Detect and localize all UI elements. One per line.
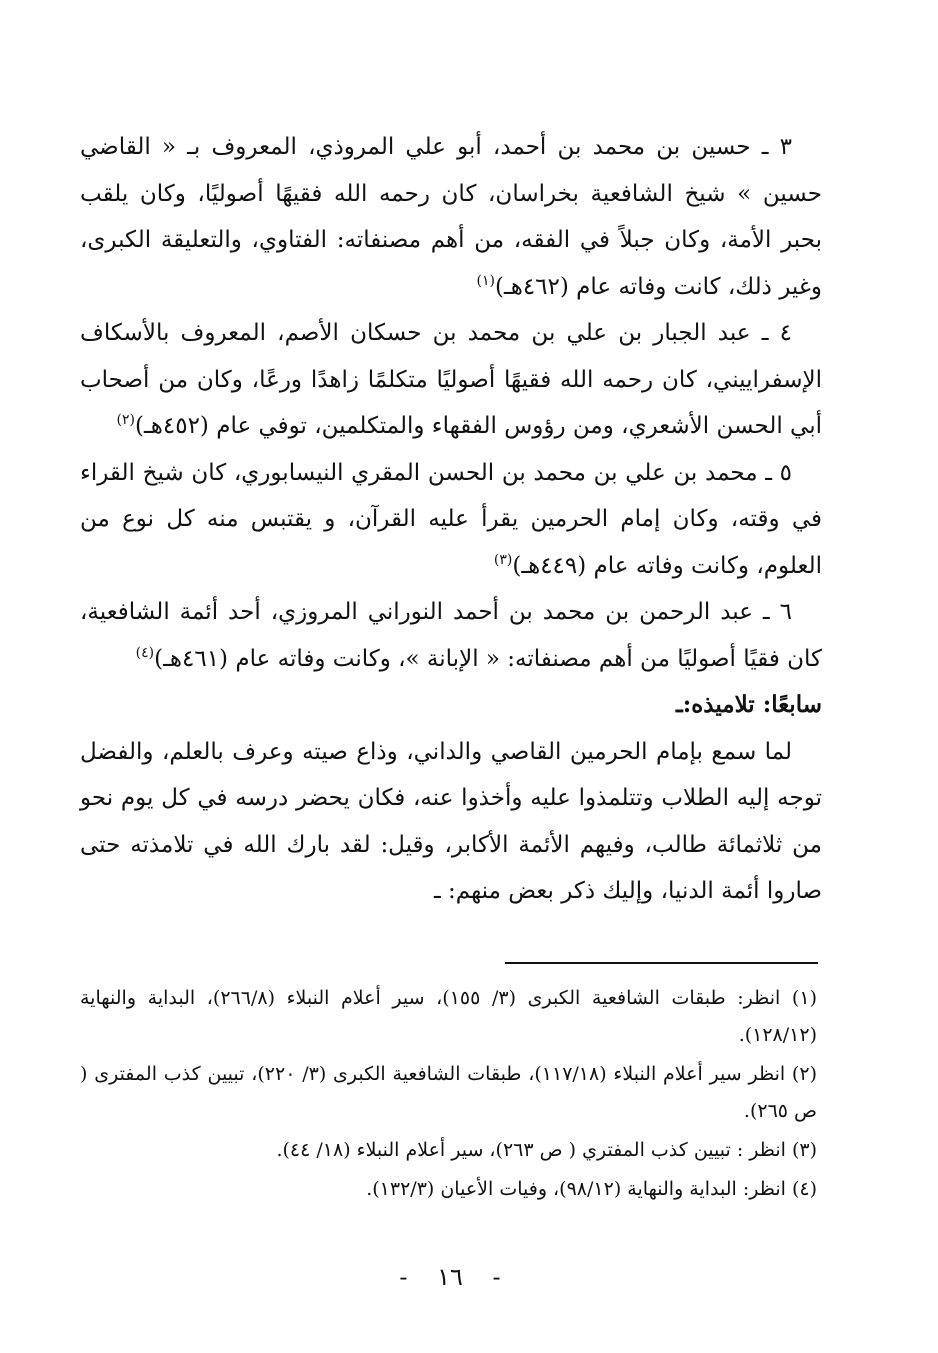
paragraph-item-5	[80, 450, 822, 590]
paragraph-text: ٥ ـ محمد بن علي بن محمد بن الحسن المقري النيسابوري، كان شيخ القراء في وقته، وكان إمام الحرمين يقرأ عليه القرآن، و يقتبس منه كل نوع من العلوم، وكانت وفاته عام (٤٤٩هـ)	[80, 459, 822, 579]
main-text	[80, 124, 822, 915]
paragraph-text: ٦ ـ عبد الرحمن بن محمد بن أحمد النوراني المروزي، أحد أئمة الشافعية، كان فقيًا أصوليًا من أهم مصنفاته: « الإبانة »، وكانت وفاته عام (٤٦١هـ)	[80, 599, 822, 672]
footnote-4: (٤) انظر: البداية والنهاية (٩٨/١٢)، وفيات الأعيان (١٣٢/٣).	[366, 1178, 817, 1200]
closing-paragraph: لما سمع بإمام الحرمين القاصي والداني، وذاع صيته وعرف بالعلم، والفضل توجه إليه الطلاب وتتلمذوا عليه وأخذوا عنه، فكان يحضر درسه في كل يوم نحو من ثلاثمائة طالب، وفيهم الأئمة الأكابر، وقيل: لقد بارك الله في تلامذته حتى صاروا أئمة الدنيا، وإليك ذكر بعض منهم: ـ	[80, 738, 822, 904]
footnote-ref: (٣)	[493, 551, 513, 568]
paragraph-text: ٤ ـ عبد الجبار بن علي بن محمد بن حسكان الأصم، المعروف بالأسكاف الإسفراييني، كان رحمه الله فقيهًا أصوليًا متكلمًا زاهدًا ورعًا، وكان من أصحاب أبي الحسن الأشعري، ومن رؤوس الفقهاء والمتكلمين، توفي عام (٤٥٢هـ)	[80, 320, 822, 439]
footnote-2: (٢) انظر سير أعلام النبلاء (١١٧/١٨)، طبقات الشافعية الكبرى (٣/ ٢٢٠)، تبيين كذب المفترى ( ص ٢٦٥).	[80, 1063, 817, 1122]
paragraph-item-4	[80, 310, 822, 450]
paragraph-item-6	[80, 589, 822, 682]
footnotes	[80, 980, 817, 1210]
paragraph-text: ٣ ـ حسين بن محمد بن أحمد، أبو علي المروذي، المعروف بـ « القاضي حسين » شيخ الشافعية بخراسان، كان رحمه الله فقيهًا أصوليًا، وكان يلقب بحبر الأمة، وكان جبلاً في الفقه، من أهم مصنفاته: الفتاوي، والتعليقة الكبرى، وغير ذلك، كانت وفاته عام (٤٦٢هـ)	[80, 134, 822, 300]
footnote-1: (١) انظر: طبقات الشافعية الكبرى (٣/ ١٥٥)، سير أعلام النبلاء (٢٦٦/٨)، البداية والنهاية (١٢٨/١٢).	[80, 987, 817, 1046]
paragraph-item-3	[80, 124, 822, 310]
footnote-ref: (٢)	[116, 412, 136, 428]
footnote-ref: (١)	[476, 272, 495, 289]
page-number: - ١٦ -	[399, 1263, 501, 1291]
footnote-3: (٣) انظر : تبيين كذب المفتري ( ص ٢٦٣)، سير أعلام النبلاء (١٨/ ٤٤).	[276, 1139, 817, 1161]
footnote-ref: (٤)	[135, 644, 155, 661]
section-heading: سابعًا: تلاميذه:ـ	[675, 691, 822, 718]
footnote-divider	[505, 962, 818, 964]
